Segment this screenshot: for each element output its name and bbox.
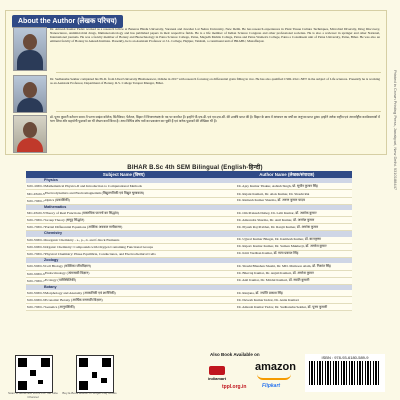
table-row xyxy=(26,224,352,231)
cell-code: MJC-5/MIC-5 xyxy=(27,291,45,296)
flipkart-logo: Flipkart xyxy=(262,383,281,389)
table-row xyxy=(26,297,352,304)
cell-author: Dr. Bhavraj Kumar, Dr. Anjali Kumari, डॉ. अमरेश कुमार xyxy=(237,271,314,276)
cell-code: MJC-5/MIC-4 xyxy=(27,237,45,242)
cell-subject: Mathematical Physics-II and Introduction to Computational Methods xyxy=(45,184,142,189)
author-bio-2: Dr. Sudhanshu Sekhar completed his Ph.D. from Utkal University Bhubaneswar, Odisha in 2017 with research focusing on differential grain filling in rice. He has also qualified CSIR-UGC-NET in the subject of Life sciences. Presently he is working as an Assistant Professor, Department of Botany, R.S. College Tarapur Munger, Bihar. xyxy=(50,77,380,86)
cell-author: Dr. Devesh Kumar Indrat, Dr. Anita Kumari xyxy=(237,298,299,303)
cell-author: Dr. Amresh Kumar Yadav, Dr. Sudhanshu Sekhar, डॉ. पूनम कुमारी xyxy=(237,304,328,309)
printer-side-text: Printed in Crown Printing Press, Janakpuri, New Delhi. 9310188447 xyxy=(393,70,398,191)
cell-code: MJC-7/MIC-7 xyxy=(27,218,45,223)
table-row xyxy=(26,217,352,224)
cell-code: MJC-6/MIC-6 xyxy=(27,244,45,249)
cell-subject: Cell Biology (कोशिका जीवविज्ञान) xyxy=(45,263,91,268)
cell-subject: Endocrinology (अंतःस्रावी विज्ञान) xyxy=(45,271,90,276)
table-row xyxy=(26,271,352,278)
about-author-box xyxy=(5,10,387,155)
cell-code: MJC-4/MIC-3 xyxy=(27,184,45,189)
table-row xyxy=(26,304,352,311)
author-photo-1 xyxy=(13,27,47,71)
table-row xyxy=(26,237,352,244)
cell-subject: Genetics (आनुवंशिकी) xyxy=(45,304,75,309)
cell-subject: Electrodynamics and Electromagnetism (विद्युतगतिकी एवं विद्युत चुम्बकत्व) xyxy=(45,191,144,196)
cell-author: Dr. Ujjwal Kumar Bhagat, Dr. Kamlesh Kumar, डॉ. बालकृष्ण xyxy=(237,237,322,242)
section-heading: Physics xyxy=(26,178,352,183)
cell-author: Dr. Ranjana, डॉ. ज्योति प्रकाश सिंह xyxy=(237,290,283,295)
qr2-caption: Buy E-Book Edition of Single Play Books xyxy=(62,391,117,395)
cell-subject: Group Theory (समूह सिद्धांत) xyxy=(45,217,85,222)
section-heading: Mathematics xyxy=(26,205,352,210)
cell-code: MJC-7/MIC-7 xyxy=(27,251,45,256)
amazon-logo: amazon xyxy=(255,361,296,373)
cell-code: MJC-6/MIC-6 xyxy=(27,298,45,303)
cell-author: Dr. Rajeev Kumar Kumar, Dr. Suman Mukherji, डॉ. अमरेश कुमार xyxy=(237,244,327,249)
cell-subject: Organic Chemistry: Compounds with Oxygen Containing Functional Groups xyxy=(45,244,153,249)
syllabus-table xyxy=(26,171,352,311)
cell-author: Dr. Kirti Vardhan Kumar, डॉ. सत्य प्रकाश सिंह xyxy=(237,251,299,256)
isbn-text: ISBN : 978-93-6180-589-9 xyxy=(321,355,369,360)
table-row xyxy=(26,244,352,251)
cell-subject: Economic Botany (आर्थिक वनस्पति विज्ञान) xyxy=(45,297,103,302)
qr-code-ebook xyxy=(76,355,114,393)
cell-subject: Optics (प्रकाशिकी) xyxy=(45,198,70,203)
footer xyxy=(0,352,400,400)
section-heading: Botany xyxy=(26,285,352,290)
section-heading: Zoology xyxy=(26,258,352,263)
cell-author: Dr. Ajay Kumar Thakur, Ashish Singh, प्रो. सुधीर कुमार सिंह xyxy=(237,183,318,188)
cell-subject: Partial Differential Equations (आंशिक अवकल समीकरण) xyxy=(45,224,123,229)
table-row xyxy=(26,290,352,297)
cell-author: Dr. Piyush Raj Prabhat, Dr. Ranjit Kumar, डॉ. अमरेश कुमार xyxy=(237,224,319,229)
syllabus-title: BIHAR B.Sc 4th SEM Bilingual (English-हिन्दी) xyxy=(127,165,263,171)
barcode xyxy=(309,361,381,385)
author-photo-2 xyxy=(13,75,47,113)
cell-author: Dr. Anil Kumar, Dr. Mridul Kumari, डॉ. स्वाति कुमारी xyxy=(237,278,310,283)
cell-code: MJC-5/MIC-5 xyxy=(27,264,45,269)
table-row xyxy=(26,190,352,197)
tppl-logo: tppl.org.in xyxy=(222,384,247,390)
cell-author: Dr. Amrendra Sharma, Dr. Anil Kumar, डॉ. अमरेश कुमार xyxy=(237,217,315,222)
cell-author: Dr. Ramesh Kumar Sharma, डॉ. अरुण कुमार यादव xyxy=(237,198,305,203)
cell-subject: Morphology and Anatomy (आकारिकी एवं शारीरिकी) xyxy=(45,290,116,295)
col-author-header: Author Name (लेखक/संपादक) xyxy=(259,171,315,177)
author-bio-1: Dr. Amresh Kumar Yadav worked as a research fellow at Banaras Hindu University, Varanasi and Jawahar Lal Nehru University, New Delhi. He has research experiences in Plant Tissue Culture Techniques, Microbial Diversity, Drug Discovery, Nanoscience, Antimicrobial drugs, Immunotoxicology and has published papers in their respective fields. He is a life member of Indian Science Congress and other professional societies. He is also a reviewer in springer and other National, International journals. He was a faculty member of Botany and Biotechnology in Patna Science College, Patna, Magadh Mahila College, Patna and Patna Women's College, Patna a Constituent unit of Patna University, Patna, Bihar. He was also an eminent faculty of Botany in Aakash Institute. Presently, he is an Assistant Professor at J.L. College, Hajipur, Vaishali, a constituent unit of BRABU, Muzaffarpur. xyxy=(50,27,380,44)
isbn-barcode xyxy=(305,354,385,392)
table-row xyxy=(26,278,352,285)
cell-author: Dr. Rajani Kumari, Dr. Alok Kumar, Dr. Shashi Rai xyxy=(237,191,310,196)
table-row xyxy=(26,198,352,205)
table-row xyxy=(26,210,352,217)
qr1-caption: Scan & Subscribe BSI & PH YouTube Channel xyxy=(8,391,58,399)
cell-code: MIC-4/MJC-5 xyxy=(27,191,45,196)
cell-code: MJC-7/MIC-7 xyxy=(27,198,45,203)
table-row xyxy=(26,251,352,258)
cell-subject: Physical Chemistry: Phase Equilibria, Conductance, and Electrochemical Cells xyxy=(45,251,156,256)
cell-subject: Inorganic Chemistry - s-, p-, d- and f-block Elements xyxy=(45,237,120,242)
cell-code: MIC-4/MJC-5 xyxy=(27,211,45,216)
section-heading: Chemistry xyxy=(26,231,352,236)
also-available-label: Also Book Available on xyxy=(210,352,260,357)
table-row xyxy=(26,183,352,190)
qr-code-youtube xyxy=(15,355,53,393)
about-author-title: About the Author (लेखक परिचय) xyxy=(12,15,123,28)
col-subject-header: Subject Name (विषय) xyxy=(102,171,145,177)
cell-code: MJC-7/MIC-7 xyxy=(27,305,45,310)
cell-author: Dr. Om Prakash Dubey, Dr. Lalit Kumar, डॉ. अशोक कुमार xyxy=(237,210,317,215)
cell-code: MJC-7/MIC-7 xyxy=(27,225,45,230)
cell-code: MJC-7/MIC-7 xyxy=(27,278,45,283)
cell-subject: Ecology (पारिस्थितिकी) xyxy=(45,278,77,283)
cell-subject: Theory of Real Functions (वास्तविक फलनों का सिद्धांत) xyxy=(45,210,119,215)
author-photo-3 xyxy=(13,115,47,153)
cell-author: Dr. Shashi Bhushan Shashi, Dr. MD. Mamoon Alam, डॉ. निशांत सिंह xyxy=(237,263,331,268)
syllabus-table-header xyxy=(26,171,352,178)
cell-code: MJC-6/MIC-6 xyxy=(27,271,45,276)
table-row xyxy=(26,263,352,270)
indiamart-logo: indiamart xyxy=(208,366,226,381)
author-bio-3: डॉ. पूनम कुमारी वर्तमान समय में पटना साइंस कॉलेज, सिटीकेयर, पैलेटल, बिहार में विभागाध्यक्ष के पद पर कार्यरत हैं। इन्होंने पी-एच.डी. एवं एम.एस-सी. की उपाधि प्राप्त की है। बिहार के छात्र में अध्ययन का वर्षों का अनुभव प्राप्त हुआ। इन्होंने अनेक राष्ट्रीय एवं अन्तर्राष्ट्रीय कार्यशालाओं में भाग लिया और सहयोगी पुस्तकों का भी लेखन कार्य किया है। आप विभिन्न शोध पत्रों का प्रकाशन कर चुकी हैं एवं अनेक पुस्तकों की लेखिका भी हैं। xyxy=(50,115,380,124)
